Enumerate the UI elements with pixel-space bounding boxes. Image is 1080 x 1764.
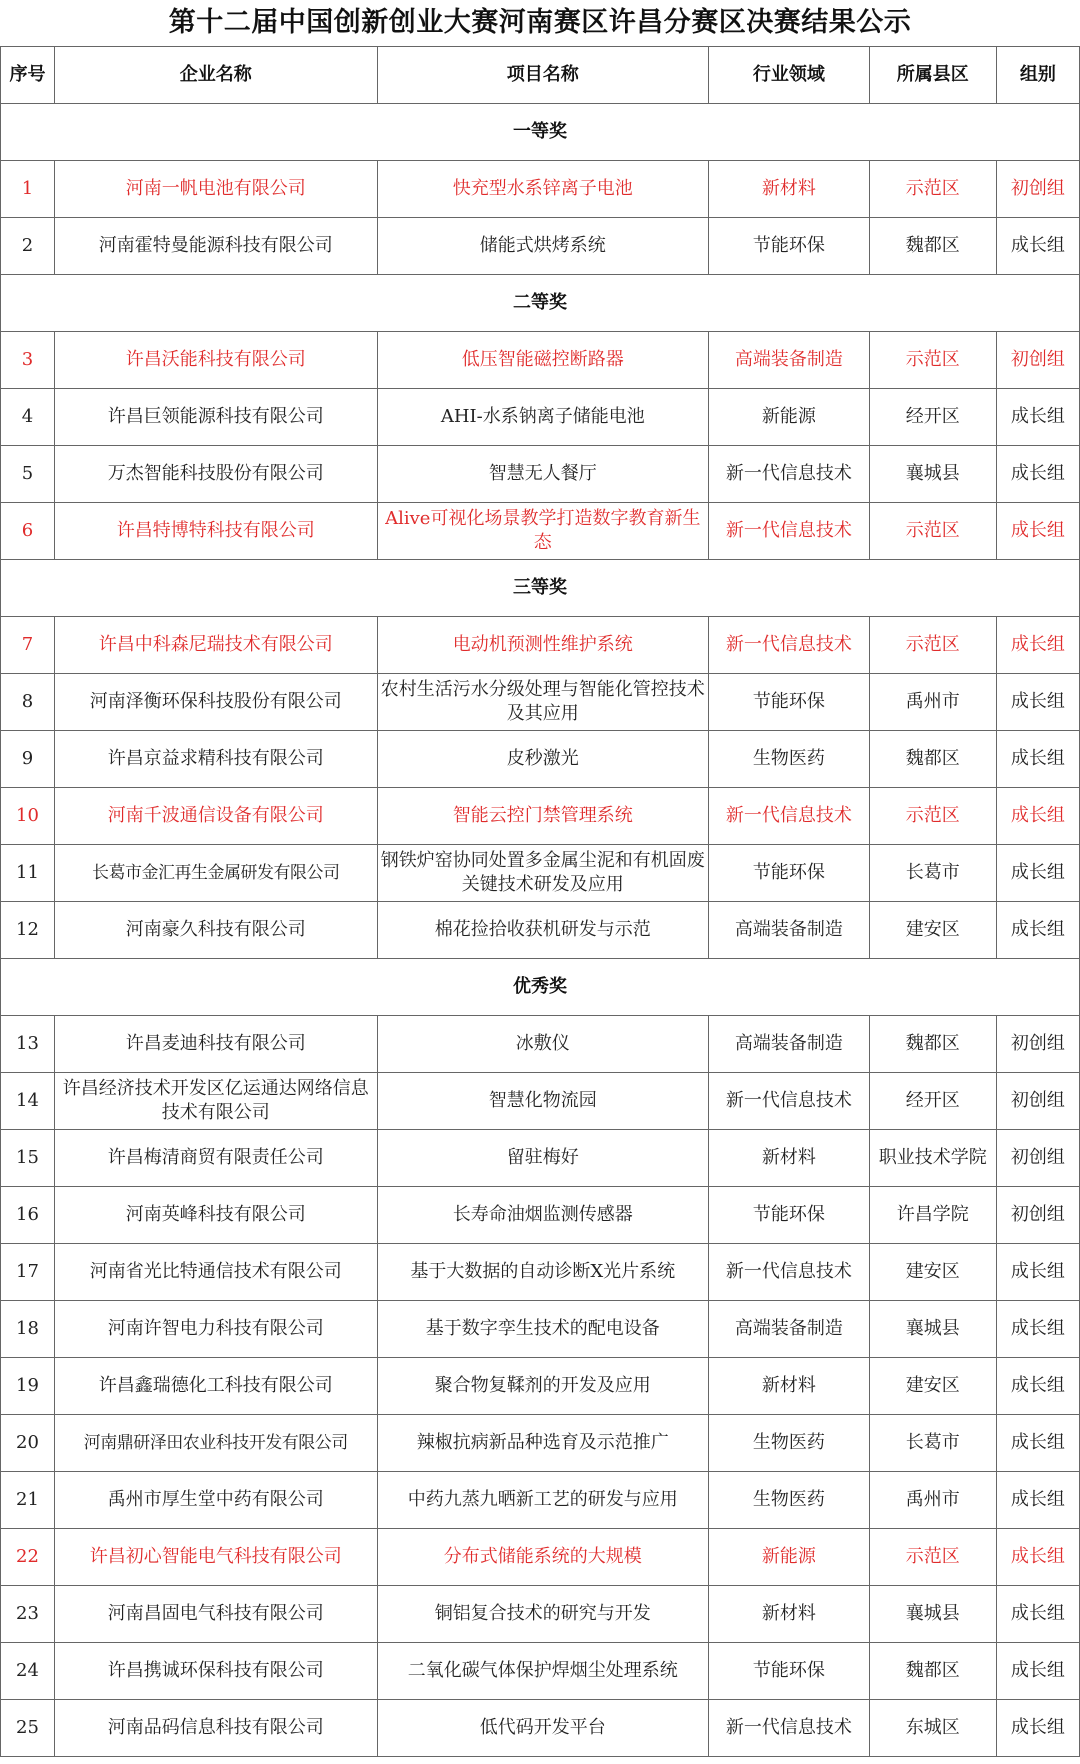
cell-industry: 新一代信息技术 — [709, 1073, 870, 1130]
cell-project: 皮秒激光 — [377, 731, 709, 788]
section-title: 优秀奖 — [1, 959, 1080, 1016]
cell-district: 示范区 — [869, 161, 996, 218]
cell-group: 成长组 — [996, 845, 1079, 902]
cell-company: 河南许智电力科技有限公司 — [54, 1301, 377, 1358]
cell-project: 棉花捡拾收获机研发与示范 — [377, 902, 709, 959]
cell-company: 河南省光比特通信技术有限公司 — [54, 1244, 377, 1301]
cell-industry: 新一代信息技术 — [709, 788, 870, 845]
cell-project: 二氧化碳气体保护焊烟尘处理系统 — [377, 1643, 709, 1700]
table-row — [1, 1016, 1080, 1073]
cell-district: 东城区 — [869, 1700, 996, 1757]
header-company: 企业名称 — [54, 47, 377, 104]
cell-no: 5 — [1, 446, 55, 503]
table-row — [1, 617, 1080, 674]
cell-district: 示范区 — [869, 332, 996, 389]
section-title: 一等奖 — [1, 104, 1080, 161]
cell-company: 河南千波通信设备有限公司 — [54, 788, 377, 845]
cell-industry: 新材料 — [709, 1130, 870, 1187]
cell-district: 长葛市 — [869, 1415, 996, 1472]
cell-company: 长葛市金汇再生金属研发有限公司 — [54, 845, 377, 902]
table-row — [1, 1472, 1080, 1529]
cell-industry: 新材料 — [709, 1358, 870, 1415]
section-row — [1, 104, 1080, 161]
cell-project: 冰敷仪 — [377, 1016, 709, 1073]
cell-company: 河南泽衡环保科技股份有限公司 — [54, 674, 377, 731]
table-row — [1, 845, 1080, 902]
table-row — [1, 503, 1080, 560]
cell-company: 许昌京益求精科技有限公司 — [54, 731, 377, 788]
cell-company: 许昌经济技术开发区亿运通达网络信息技术有限公司 — [54, 1073, 377, 1130]
cell-company: 许昌麦迪科技有限公司 — [54, 1016, 377, 1073]
cell-project: 留驻梅好 — [377, 1130, 709, 1187]
cell-district: 长葛市 — [869, 845, 996, 902]
cell-project: 分布式储能系统的大规模 — [377, 1529, 709, 1586]
table-row — [1, 902, 1080, 959]
cell-no: 9 — [1, 731, 55, 788]
table-row — [1, 788, 1080, 845]
cell-project: 智慧化物流园 — [377, 1073, 709, 1130]
cell-group: 成长组 — [996, 902, 1079, 959]
cell-district: 示范区 — [869, 503, 996, 560]
cell-industry: 节能环保 — [709, 674, 870, 731]
cell-project: 智能云控门禁管理系统 — [377, 788, 709, 845]
cell-industry: 生物医药 — [709, 1415, 870, 1472]
cell-district: 示范区 — [869, 1529, 996, 1586]
cell-no: 14 — [1, 1073, 55, 1130]
cell-no: 21 — [1, 1472, 55, 1529]
cell-company: 河南品码信息科技有限公司 — [54, 1700, 377, 1757]
cell-group: 成长组 — [996, 1643, 1079, 1700]
cell-industry: 节能环保 — [709, 845, 870, 902]
cell-group: 成长组 — [996, 1586, 1079, 1643]
cell-company: 河南霍特曼能源科技有限公司 — [54, 218, 377, 275]
cell-group: 初创组 — [996, 1130, 1079, 1187]
cell-district: 禹州市 — [869, 1472, 996, 1529]
cell-industry: 新一代信息技术 — [709, 617, 870, 674]
table-row — [1, 161, 1080, 218]
cell-company: 许昌携诚环保科技有限公司 — [54, 1643, 377, 1700]
cell-industry: 新能源 — [709, 1529, 870, 1586]
cell-company: 许昌鑫瑞德化工科技有限公司 — [54, 1358, 377, 1415]
cell-company: 万杰智能科技股份有限公司 — [54, 446, 377, 503]
cell-company: 禹州市厚生堂中药有限公司 — [54, 1472, 377, 1529]
cell-project: AHI-水系钠离子储能电池 — [377, 389, 709, 446]
cell-project: 快充型水系锌离子电池 — [377, 161, 709, 218]
cell-district: 经开区 — [869, 1073, 996, 1130]
cell-industry: 生物医药 — [709, 1472, 870, 1529]
table-row — [1, 731, 1080, 788]
cell-group: 成长组 — [996, 1700, 1079, 1757]
cell-no: 20 — [1, 1415, 55, 1472]
cell-group: 成长组 — [996, 1415, 1079, 1472]
section-row — [1, 560, 1080, 617]
cell-group: 初创组 — [996, 1187, 1079, 1244]
cell-project: 农村生活污水分级处理与智能化管控技术及其应用 — [377, 674, 709, 731]
cell-district: 禹州市 — [869, 674, 996, 731]
section-title: 二等奖 — [1, 275, 1080, 332]
section-title: 三等奖 — [1, 560, 1080, 617]
cell-no: 24 — [1, 1643, 55, 1700]
cell-project: 辣椒抗病新品种选育及示范推广 — [377, 1415, 709, 1472]
cell-project: 钢铁炉窑协同处置多金属尘泥和有机固废关键技术研发及应用 — [377, 845, 709, 902]
table-row — [1, 218, 1080, 275]
header-row — [1, 47, 1080, 104]
table-body — [1, 104, 1080, 1757]
cell-company: 河南英峰科技有限公司 — [54, 1187, 377, 1244]
cell-group: 初创组 — [996, 332, 1079, 389]
cell-industry: 新一代信息技术 — [709, 1700, 870, 1757]
cell-industry: 节能环保 — [709, 1643, 870, 1700]
section-row — [1, 275, 1080, 332]
cell-district: 魏都区 — [869, 731, 996, 788]
cell-company: 许昌巨领能源科技有限公司 — [54, 389, 377, 446]
cell-group: 成长组 — [996, 503, 1079, 560]
cell-company: 许昌初心智能电气科技有限公司 — [54, 1529, 377, 1586]
cell-industry: 生物医药 — [709, 731, 870, 788]
cell-no: 10 — [1, 788, 55, 845]
cell-no: 25 — [1, 1700, 55, 1757]
cell-project: 低压智能磁控断路器 — [377, 332, 709, 389]
cell-group: 成长组 — [996, 617, 1079, 674]
cell-industry: 新一代信息技术 — [709, 503, 870, 560]
cell-project: 铜铝复合技术的研究与开发 — [377, 1586, 709, 1643]
cell-project: Alive可视化场景教学打造数字教育新生态 — [377, 503, 709, 560]
section-row — [1, 959, 1080, 1016]
cell-district: 示范区 — [869, 788, 996, 845]
table-row — [1, 1244, 1080, 1301]
cell-district: 许昌学院 — [869, 1187, 996, 1244]
cell-project: 中药九蒸九晒新工艺的研发与应用 — [377, 1472, 709, 1529]
cell-group: 成长组 — [996, 731, 1079, 788]
cell-company: 河南豪久科技有限公司 — [54, 902, 377, 959]
table-row — [1, 1358, 1080, 1415]
cell-no: 2 — [1, 218, 55, 275]
cell-project: 储能式烘烤系统 — [377, 218, 709, 275]
cell-no: 16 — [1, 1187, 55, 1244]
table-row — [1, 674, 1080, 731]
cell-group: 成长组 — [996, 1358, 1079, 1415]
table-row — [1, 1301, 1080, 1358]
table-row — [1, 1700, 1080, 1757]
cell-district: 经开区 — [869, 389, 996, 446]
cell-district: 魏都区 — [869, 1016, 996, 1073]
cell-company: 许昌特博特科技有限公司 — [54, 503, 377, 560]
cell-group: 成长组 — [996, 1529, 1079, 1586]
cell-no: 23 — [1, 1586, 55, 1643]
table-row — [1, 1187, 1080, 1244]
cell-district: 襄城县 — [869, 1301, 996, 1358]
cell-district: 建安区 — [869, 1358, 996, 1415]
cell-group: 成长组 — [996, 1472, 1079, 1529]
cell-no: 6 — [1, 503, 55, 560]
page-title: 第十二届中国创新创业大赛河南赛区许昌分赛区决赛结果公示 — [168, 7, 912, 38]
cell-company: 许昌沃能科技有限公司 — [54, 332, 377, 389]
cell-group: 初创组 — [996, 161, 1079, 218]
cell-no: 18 — [1, 1301, 55, 1358]
cell-group: 成长组 — [996, 1244, 1079, 1301]
cell-district: 建安区 — [869, 902, 996, 959]
cell-industry: 节能环保 — [709, 218, 870, 275]
cell-project: 基于大数据的自动诊断X光片系统 — [377, 1244, 709, 1301]
cell-group: 成长组 — [996, 218, 1079, 275]
cell-group: 成长组 — [996, 674, 1079, 731]
cell-no: 1 — [1, 161, 55, 218]
cell-group: 成长组 — [996, 788, 1079, 845]
cell-industry: 新材料 — [709, 161, 870, 218]
cell-industry: 新能源 — [709, 389, 870, 446]
cell-no: 17 — [1, 1244, 55, 1301]
cell-no: 11 — [1, 845, 55, 902]
cell-no: 13 — [1, 1016, 55, 1073]
table-row — [1, 1415, 1080, 1472]
cell-company: 河南鼎研泽田农业科技开发有限公司 — [54, 1415, 377, 1472]
cell-no: 3 — [1, 332, 55, 389]
table-row — [1, 1130, 1080, 1187]
cell-company: 河南昌固电气科技有限公司 — [54, 1586, 377, 1643]
results-table — [0, 46, 1080, 1757]
cell-no: 4 — [1, 389, 55, 446]
cell-company: 许昌梅清商贸有限责任公司 — [54, 1130, 377, 1187]
cell-industry: 高端装备制造 — [709, 332, 870, 389]
cell-project: 基于数字孪生技术的配电设备 — [377, 1301, 709, 1358]
table-row — [1, 389, 1080, 446]
cell-project: 智慧无人餐厅 — [377, 446, 709, 503]
table-row — [1, 1529, 1080, 1586]
cell-project: 电动机预测性维护系统 — [377, 617, 709, 674]
cell-district: 襄城县 — [869, 446, 996, 503]
table-row — [1, 332, 1080, 389]
cell-project: 低代码开发平台 — [377, 1700, 709, 1757]
cell-no: 22 — [1, 1529, 55, 1586]
table-row — [1, 1073, 1080, 1130]
cell-industry: 高端装备制造 — [709, 1016, 870, 1073]
header-industry: 行业领域 — [709, 47, 870, 104]
header-district: 所属县区 — [869, 47, 996, 104]
cell-district: 魏都区 — [869, 1643, 996, 1700]
cell-group: 成长组 — [996, 389, 1079, 446]
cell-industry: 新一代信息技术 — [709, 446, 870, 503]
cell-project: 聚合物复鞣剂的开发及应用 — [377, 1358, 709, 1415]
cell-industry: 高端装备制造 — [709, 1301, 870, 1358]
cell-project: 长寿命油烟监测传感器 — [377, 1187, 709, 1244]
cell-group: 初创组 — [996, 1016, 1079, 1073]
cell-group: 成长组 — [996, 446, 1079, 503]
cell-no: 15 — [1, 1130, 55, 1187]
cell-no: 7 — [1, 617, 55, 674]
cell-district: 示范区 — [869, 617, 996, 674]
cell-industry: 高端装备制造 — [709, 902, 870, 959]
cell-group: 初创组 — [996, 1073, 1079, 1130]
cell-company: 河南一帆电池有限公司 — [54, 161, 377, 218]
table-row — [1, 1643, 1080, 1700]
cell-company: 许昌中科森尼瑞技术有限公司 — [54, 617, 377, 674]
cell-no: 8 — [1, 674, 55, 731]
header-no: 序号 — [1, 47, 55, 104]
cell-industry: 节能环保 — [709, 1187, 870, 1244]
cell-industry: 新材料 — [709, 1586, 870, 1643]
cell-no: 19 — [1, 1358, 55, 1415]
cell-industry: 新一代信息技术 — [709, 1244, 870, 1301]
cell-district: 职业技术学院 — [869, 1130, 996, 1187]
header-project: 项目名称 — [377, 47, 709, 104]
cell-district: 建安区 — [869, 1244, 996, 1301]
table-row — [1, 446, 1080, 503]
cell-district: 魏都区 — [869, 218, 996, 275]
header-group: 组别 — [996, 47, 1079, 104]
cell-district: 襄城县 — [869, 1586, 996, 1643]
cell-no: 12 — [1, 902, 55, 959]
cell-group: 成长组 — [996, 1301, 1079, 1358]
table-row — [1, 1586, 1080, 1643]
